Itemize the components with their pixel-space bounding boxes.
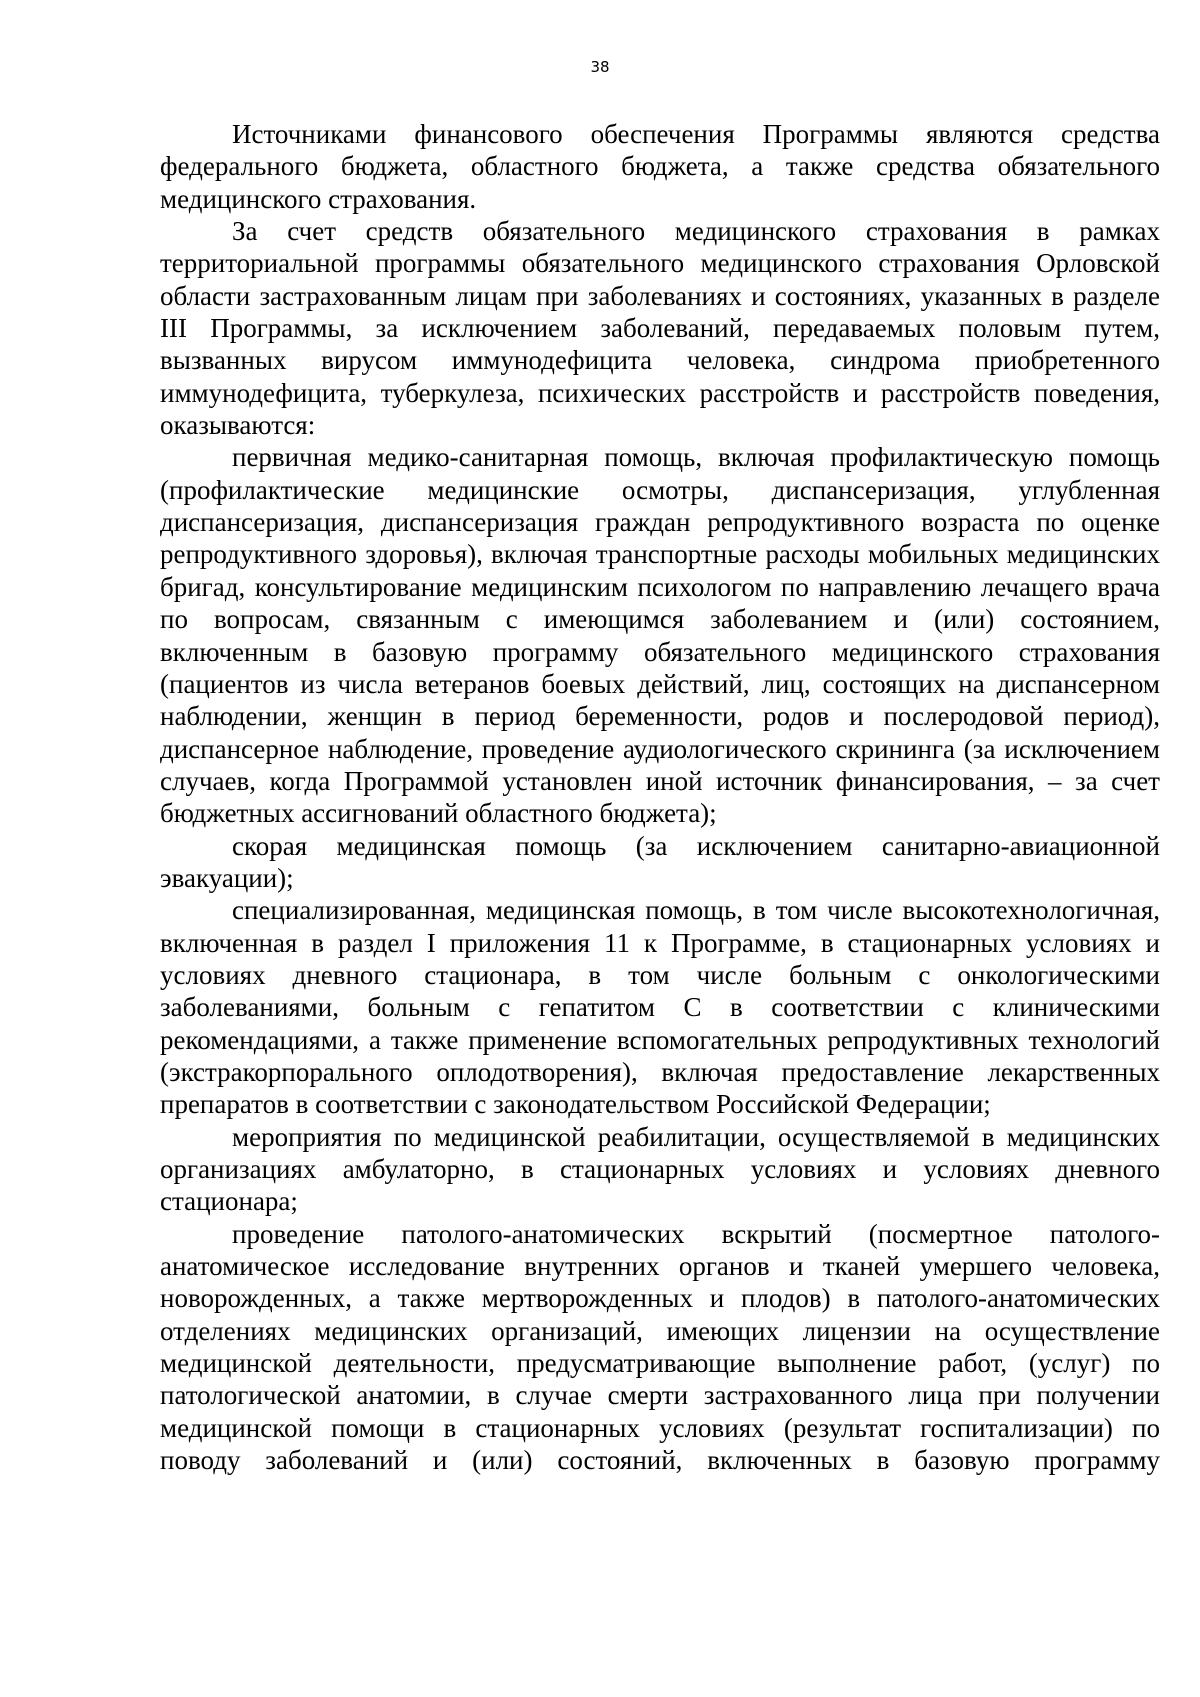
paragraph-rehabilitation: мероприятия по медицинской реабилитации, осуществляемой в медицинских организациях амбулаторно, в стационарных условиях и условиях дневного стационара; [160,1121,1160,1217]
paragraph-primary-care: первичная медико-санитарная помощь, включая профилактическую помощь (профилактические медицинские осмотры, диспансеризация, углубленная диспансеризация, диспансеризация граждан репродуктивного возраста по оценке репродуктивного здоровья), включая транспортные расходы мобильных медицинских бригад, консультирование медицинским психологом по направлению лечащего врача по вопросам, связанным с имеющимся заболеванием и (или) состоянием, включенным в базовую программу обязательного медицинского страхования (пациентов из числа ветеранов боевых действий, лиц, состоящих на диспансерном наблюдении, женщин в период беременности, родов и послеродовой период), диспансерное наблюдение, проведение аудиологического скрининга (за исключением случаев, когда Программой установлен иной источник финансирования, – за счет бюджетных ассигнований областного бюджета); [160,442,1160,829]
paragraph-oms-assistance: За счет средств обязательного медицинского страхования в рамках территориальной программы обязательного медицинского страхования Орловской области застрахованным лицам при заболеваниях и состояниях, указанных в разделе III Программы, за исключением заболеваний, передаваемых половым путем, вызванных вирусом иммунодефицита человека, синдрома приобретенного иммунодефицита, туберкулеза, психических расстройств и расстройств поведения, оказываются: [160,216,1160,441]
paragraph-specialized-care: специализированная, медицинская помощь, в том числе высокотехнологичная, включенная в раздел I приложения 11 к Программе, в стационарных условиях и условиях дневного стационара, в том числе больным с онкологическими заболеваниями, больным с гепатитом С в соответствии с клиническими рекомендациями, а также применение вспомогательных репродуктивных технологий (экстракорпорального оплодотворения), включая предоставление лекарственных препаратов в соответствии с законодательством Российской Федерации; [160,895,1160,1120]
paragraph-autopsies: проведение патолого-анатомических вскрытий (посмертное патолого-анатомическое исследование внутренних органов и тканей умершего человека, новорожденных, а также мертворожденных и плодов) в патолого-анатомических отделениях медицинских организаций, имеющих лицензии на осуществление медицинской деятельности, предусматривающие выполнение работ, (услуг) по патологической анатомии, в случае смерти застрахованного лица при получении медицинской помощи в стационарных условиях (результат госпитализации) по поводу заболеваний и (или) состояний, включенных в базовую программу [160,1218,1160,1476]
paragraph-emergency-care: скорая медицинская помощь (за исключением санитарно-авиационной эвакуации); [160,830,1160,893]
document-body [160,118,1160,1476]
page-number: 38 [590,58,610,76]
paragraph-funding-sources: Источниками финансового обеспечения Программы являются средства федерального бюджета, областного бюджета, а также средства обязательного медицинского страхования. [160,119,1160,214]
